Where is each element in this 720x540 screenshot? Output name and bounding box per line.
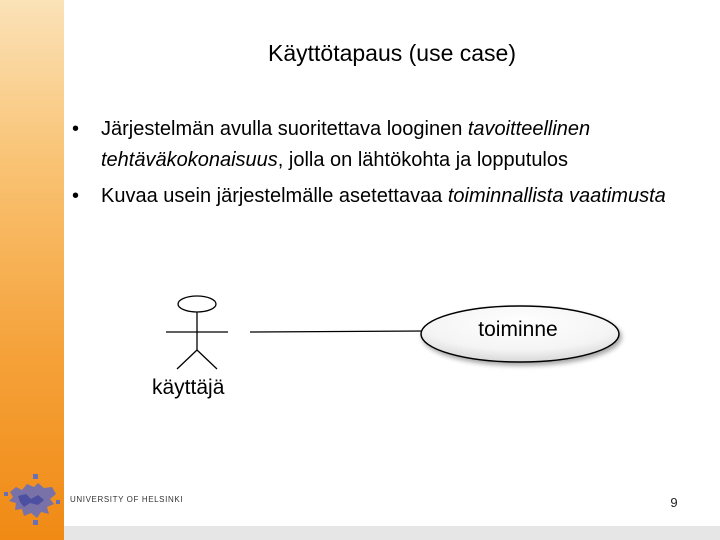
bullet-marker: • [72, 184, 80, 207]
bullet-text-emphasis: tavoitteellinen tehtäväkokonaisuus [101, 118, 591, 172]
bullet-marker: • [72, 118, 80, 140]
actor-stick-figure [166, 296, 228, 369]
actor-head [178, 296, 216, 312]
university-logo-icon [0, 470, 64, 530]
bullet-item [72, 114, 712, 177]
side-gradient-bar [0, 0, 64, 540]
actor-left-leg [177, 350, 197, 369]
bullet-list [72, 114, 712, 216]
slide-title: Käyttötapaus (use case) [267, 40, 517, 66]
bullet-text-segment: Järjestelmän avulla suoritettava looginen [101, 118, 468, 140]
use-case-label: toiminne [478, 318, 558, 341]
page-number: 9 [670, 495, 678, 510]
university-name: UNIVERSITY OF HELSINKI [70, 495, 184, 504]
bullet-text-segment: Kuvaa usein järjestelmälle asetettavaa [101, 184, 448, 207]
actor-right-leg [197, 350, 217, 369]
bullet-text-emphasis: toiminnallista vaatimusta [447, 184, 666, 207]
actor-label: käyttäjä [152, 376, 225, 399]
bullet-text-segment: , jolla on lähtökohta ja lopputulos [277, 149, 569, 172]
footer-strip [64, 526, 720, 540]
association-line [250, 331, 425, 332]
bullet-item [72, 181, 712, 212]
